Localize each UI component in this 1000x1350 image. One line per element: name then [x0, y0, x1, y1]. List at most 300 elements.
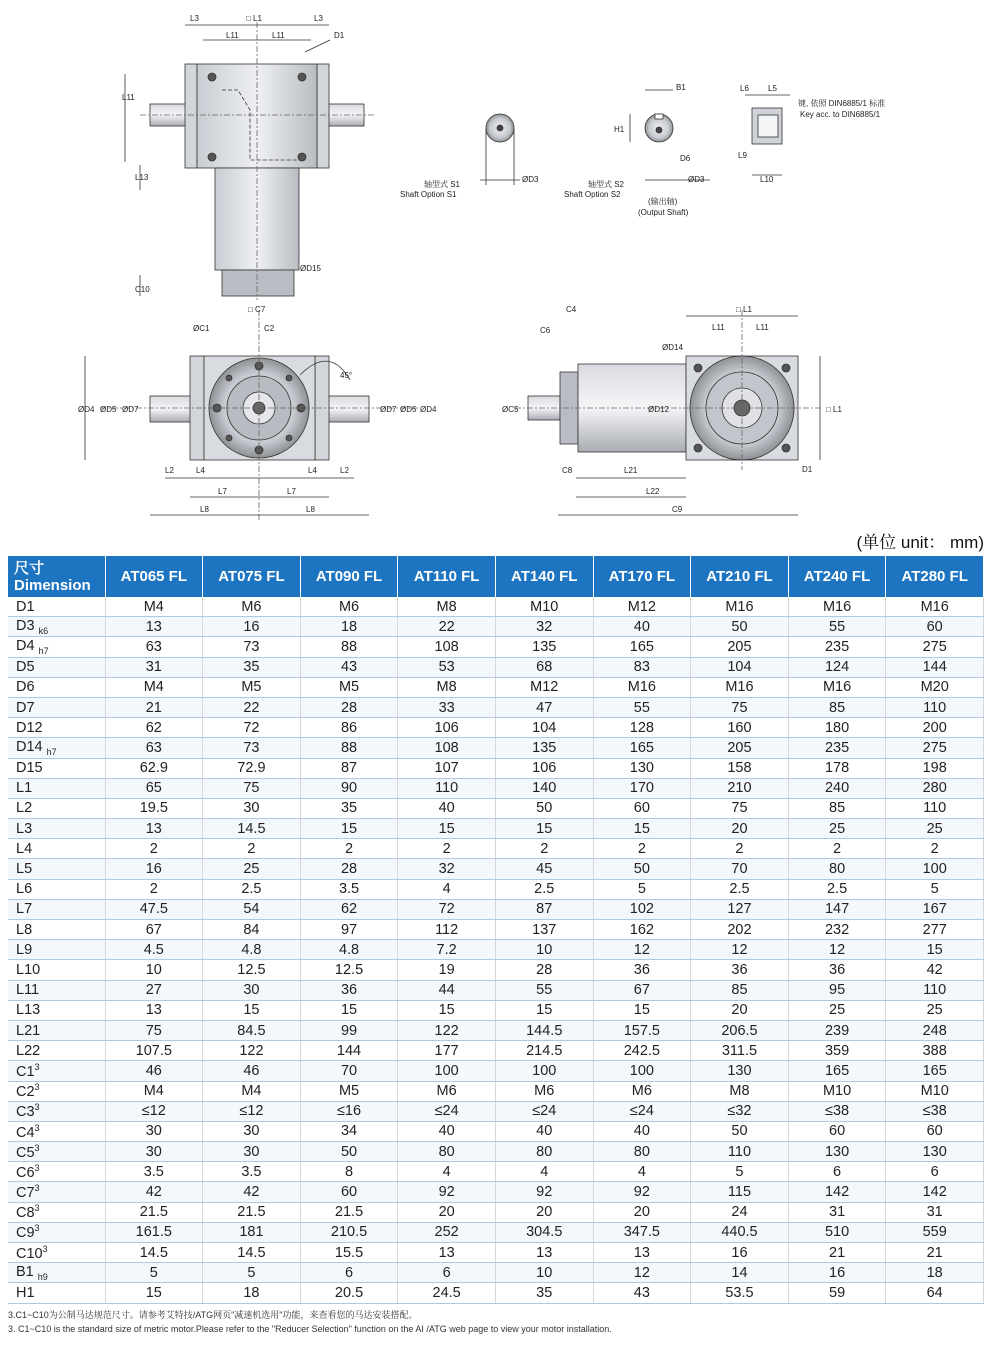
table-cell: 304.5: [495, 1222, 593, 1242]
header-dimension-cn: 尺寸: [14, 559, 45, 577]
table-cell: 110: [886, 798, 984, 818]
table-cell: 50: [593, 859, 691, 879]
table-cell: 104: [691, 657, 789, 677]
table-cell: 13: [105, 1000, 203, 1020]
table-cell: 20: [691, 1000, 789, 1020]
table-cell: M12: [495, 677, 593, 697]
table-cell: 60: [593, 798, 691, 818]
technical-drawings: [0, 0, 1000, 530]
row-label-name: L3: [16, 820, 33, 837]
row-label-note: 3: [34, 1082, 40, 1093]
label-l13: L13: [135, 173, 149, 182]
row-label: [8, 1061, 105, 1081]
table-cell: 13: [495, 1243, 593, 1263]
table-cell: M16: [886, 597, 984, 617]
table-cell: 16: [788, 1263, 886, 1283]
table-cell: 72: [398, 899, 496, 919]
row-label: [8, 657, 105, 677]
row-label-note: 3: [34, 1102, 40, 1113]
label-c5: ØC5: [502, 405, 519, 414]
table-cell: 235: [788, 738, 886, 758]
table-cell: 275: [886, 738, 984, 758]
table-cell: 20: [593, 1202, 691, 1222]
table-cell: 100: [886, 859, 984, 879]
row-label-name: L4: [16, 840, 33, 857]
table-cell: 36: [300, 980, 398, 1000]
table-cell: 15: [105, 1283, 203, 1303]
label-d3-s1: ØD3: [522, 175, 539, 184]
table-cell: 140: [495, 778, 593, 798]
table-cell: 35: [300, 798, 398, 818]
table-cell: 15: [495, 819, 593, 839]
table-cell: 10: [495, 940, 593, 960]
table-cell: 5: [593, 879, 691, 899]
table-cell: 107: [398, 758, 496, 778]
table-cell: M5: [203, 677, 301, 697]
table-cell: 31: [886, 1202, 984, 1222]
table-cell: 277: [886, 920, 984, 940]
table-cell: 22: [398, 617, 496, 637]
label-l4-right: L4: [308, 466, 317, 475]
table-cell: M4: [203, 1081, 301, 1101]
table-cell: 6: [886, 1162, 984, 1182]
row-label: [8, 899, 105, 919]
label-l11-vert: L11: [122, 93, 135, 102]
row-label: [8, 1243, 105, 1263]
row-label: [8, 859, 105, 879]
table-cell: M6: [495, 1081, 593, 1101]
table-cell: 160: [691, 718, 789, 738]
table-cell: 165: [593, 738, 691, 758]
table-cell: 559: [886, 1222, 984, 1242]
table-cell: 144.5: [495, 1020, 593, 1040]
table-cell: 127: [691, 899, 789, 919]
table-row: [8, 778, 984, 798]
label-d6: D6: [680, 154, 691, 163]
table-row: [8, 920, 984, 940]
front-view: [85, 310, 420, 520]
label-l3-right: L3: [314, 14, 323, 23]
table-cell: 12: [593, 940, 691, 960]
row-label: [8, 1020, 105, 1040]
table-cell: 30: [203, 798, 301, 818]
table-cell: 14.5: [105, 1243, 203, 1263]
label-l4-left: L4: [196, 466, 205, 475]
table-cell: 86: [300, 718, 398, 738]
row-label: [8, 819, 105, 839]
table-cell: 202: [691, 920, 789, 940]
table-cell: 135: [495, 738, 593, 758]
label-angle: 45°: [340, 371, 353, 380]
table-cell: 110: [886, 697, 984, 717]
table-cell: ≤38: [788, 1101, 886, 1121]
label-c9: C9: [672, 505, 683, 514]
table-cell: 124: [788, 657, 886, 677]
table-cell: 347.5: [593, 1222, 691, 1242]
table-cell: ≤24: [495, 1101, 593, 1121]
table-cell: 110: [398, 778, 496, 798]
row-label-tolerance: h7: [38, 645, 49, 656]
row-label: [8, 597, 105, 617]
table-cell: 16: [203, 617, 301, 637]
row-label-tolerance: h9: [37, 1271, 48, 1282]
table-cell: 62: [300, 899, 398, 919]
row-label: [8, 1081, 105, 1101]
row-label-name: C4: [16, 1124, 35, 1141]
table-cell: 36: [691, 960, 789, 980]
label-s2-cn: 轴型式 S2: [588, 180, 625, 189]
table-cell: 4.5: [105, 940, 203, 960]
footnote-cn: 3.C1~C10为公制马达规范尺寸。请参考艾特技/ATG网页"减速机选用"功能，来查看您的马达安装搭配。: [8, 1310, 418, 1320]
table-cell: 80: [788, 859, 886, 879]
table-cell: 53: [398, 657, 496, 677]
table-cell: 15.5: [300, 1243, 398, 1263]
table-cell: 15: [300, 819, 398, 839]
table-cell: 27: [105, 980, 203, 1000]
table-cell: 70: [691, 859, 789, 879]
row-label-note: 3: [34, 1223, 40, 1234]
label-s2-en: Shaft Option S2: [564, 190, 621, 199]
table-cell: 162: [593, 920, 691, 940]
table-cell: 106: [495, 758, 593, 778]
label-l5: L5: [768, 84, 777, 93]
table-row: [8, 1020, 984, 1040]
table-row: [8, 899, 984, 919]
table-cell: 40: [398, 1121, 496, 1141]
table-cell: 359: [788, 1041, 886, 1061]
table-cell: M6: [300, 597, 398, 617]
table-body: [8, 597, 984, 1303]
table-cell: 252: [398, 1222, 496, 1242]
table-row: [8, 980, 984, 1000]
label-d14: ØD14: [662, 343, 683, 352]
table-cell: 30: [203, 1121, 301, 1141]
table-cell: 21: [788, 1243, 886, 1263]
table-row: [8, 819, 984, 839]
label-l6: L6: [740, 84, 749, 93]
table-cell: 7.2: [398, 940, 496, 960]
row-label-name: C1: [16, 1063, 35, 1080]
table-row: [8, 758, 984, 778]
label-d4-right: ØD4: [420, 405, 437, 414]
row-label: [8, 1202, 105, 1222]
table-cell: 248: [886, 1020, 984, 1040]
table-cell: 2.5: [788, 879, 886, 899]
table-cell: 108: [398, 738, 496, 758]
label-l11-right: L11: [272, 31, 285, 40]
label-s1-cn: 轴型式 S1: [424, 180, 461, 189]
table-cell: 142: [886, 1182, 984, 1202]
table-row: [8, 1162, 984, 1182]
label-l11-left: L11: [226, 31, 239, 40]
table-cell: 85: [788, 798, 886, 818]
table-row: [8, 1202, 984, 1222]
table-cell: 6: [398, 1263, 496, 1283]
table-cell: M5: [300, 1081, 398, 1101]
table-cell: 3.5: [203, 1162, 301, 1182]
table-cell: 4: [593, 1162, 691, 1182]
table-cell: 240: [788, 778, 886, 798]
label-l11-side-left: L11: [712, 323, 725, 332]
header-model: AT075 FL: [203, 556, 301, 597]
row-label: [8, 1263, 105, 1283]
table-row: [8, 677, 984, 697]
row-label: [8, 1041, 105, 1061]
table-cell: ≤16: [300, 1101, 398, 1121]
row-label: [8, 677, 105, 697]
label-l7-right: L7: [287, 487, 296, 496]
row-label-name: L10: [16, 961, 41, 978]
table-cell: 72: [203, 718, 301, 738]
unit-label: (单位 unit： mm): [856, 533, 984, 552]
table-cell: 62.9: [105, 758, 203, 778]
table-cell: 22: [203, 697, 301, 717]
table-cell: M12: [593, 597, 691, 617]
table-cell: 32: [495, 617, 593, 637]
row-label: [8, 778, 105, 798]
table-cell: 42: [105, 1182, 203, 1202]
table-cell: 19.5: [105, 798, 203, 818]
table-cell: 24.5: [398, 1283, 496, 1303]
label-out-cn: (输出轴): [648, 197, 678, 206]
table-row: [8, 1121, 984, 1141]
table-row: [8, 1041, 984, 1061]
table-cell: 68: [495, 657, 593, 677]
table-cell: 5: [203, 1263, 301, 1283]
table-cell: M6: [398, 1081, 496, 1101]
table-cell: 19: [398, 960, 496, 980]
table-cell: 142: [788, 1182, 886, 1202]
table-row: [8, 738, 984, 758]
label-c6: C6: [540, 326, 551, 335]
table-cell: 232: [788, 920, 886, 940]
table-cell: 14.5: [203, 819, 301, 839]
table-cell: 36: [593, 960, 691, 980]
table-cell: 440.5: [691, 1222, 789, 1242]
row-label-name: C9: [16, 1225, 35, 1242]
table-cell: 158: [691, 758, 789, 778]
label-c8: C8: [562, 466, 573, 475]
table-cell: 80: [593, 1142, 691, 1162]
table-cell: 64: [886, 1283, 984, 1303]
row-label: [8, 1121, 105, 1141]
table-cell: 92: [593, 1182, 691, 1202]
table-row: [8, 1283, 984, 1303]
table-cell: 210: [691, 778, 789, 798]
table-cell: 130: [886, 1142, 984, 1162]
table-cell: 4: [398, 879, 496, 899]
label-l21: L21: [624, 466, 638, 475]
table-cell: 32: [398, 859, 496, 879]
table-cell: 235: [788, 637, 886, 657]
table-cell: 2: [495, 839, 593, 859]
label-l1-side: □ L1: [736, 305, 752, 314]
table-cell: 75: [691, 798, 789, 818]
table-cell: 70: [300, 1061, 398, 1081]
table-cell: 30: [105, 1142, 203, 1162]
label-d4-left: ØD4: [78, 405, 95, 414]
table-cell: 2: [300, 839, 398, 859]
table-cell: 44: [398, 980, 496, 1000]
table-cell: 14.5: [203, 1243, 301, 1263]
table-cell: ≤12: [203, 1101, 301, 1121]
table-cell: 95: [788, 980, 886, 1000]
table-cell: 36: [788, 960, 886, 980]
table-cell: 60: [300, 1182, 398, 1202]
label-c7: □ C7: [248, 305, 266, 314]
table-cell: 12: [593, 1263, 691, 1283]
table-cell: 112: [398, 920, 496, 940]
table-cell: 24: [691, 1202, 789, 1222]
label-l8-left: L8: [200, 505, 209, 514]
table-row: [8, 1081, 984, 1101]
row-label: [8, 718, 105, 738]
table-cell: 18: [886, 1263, 984, 1283]
label-d12: ØD12: [648, 405, 669, 414]
table-row: [8, 960, 984, 980]
row-label: [8, 1222, 105, 1242]
table-cell: 97: [300, 920, 398, 940]
table-cell: 25: [788, 819, 886, 839]
table-cell: M16: [691, 597, 789, 617]
table-cell: 181: [203, 1222, 301, 1242]
row-label-name: D3: [16, 617, 35, 634]
header-model: AT110 FL: [398, 556, 496, 597]
label-key-en: Key acc. to DIN6885/1: [800, 110, 881, 119]
row-label-name: B1: [16, 1263, 34, 1280]
table-cell: 47.5: [105, 899, 203, 919]
table-row: [8, 839, 984, 859]
table-cell: 178: [788, 758, 886, 778]
table-cell: 50: [495, 798, 593, 818]
row-label-name: L1: [16, 780, 33, 797]
table-cell: M8: [398, 597, 496, 617]
table-cell: M8: [691, 1081, 789, 1101]
table-cell: 2: [398, 839, 496, 859]
top-view: [125, 22, 375, 300]
table-cell: 31: [788, 1202, 886, 1222]
table-cell: 53.5: [691, 1283, 789, 1303]
label-l11-side-right: L11: [756, 323, 769, 332]
table-cell: 6: [788, 1162, 886, 1182]
label-d7-left: ØD7: [122, 405, 139, 414]
table-cell: 80: [398, 1142, 496, 1162]
table-cell: 147: [788, 899, 886, 919]
table-cell: 88: [300, 637, 398, 657]
row-label-name: D5: [16, 659, 35, 676]
footnotes: [8, 1308, 612, 1336]
table-cell: 4.8: [203, 940, 301, 960]
row-label-name: C7: [16, 1184, 35, 1201]
row-label-name: D7: [16, 699, 35, 716]
table-row: [8, 718, 984, 738]
table-cell: 28: [300, 697, 398, 717]
table-cell: 84: [203, 920, 301, 940]
table-cell: M16: [788, 597, 886, 617]
table-cell: 100: [398, 1061, 496, 1081]
table-cell: 275: [886, 637, 984, 657]
table-cell: 16: [691, 1243, 789, 1263]
row-label: [8, 980, 105, 1000]
table-cell: 63: [105, 637, 203, 657]
table-header-row: [8, 556, 984, 597]
table-cell: 50: [300, 1142, 398, 1162]
label-l10: L10: [760, 175, 774, 184]
label-d5-left: ØD5: [100, 405, 117, 414]
table-cell: 60: [788, 1121, 886, 1141]
table-cell: 137: [495, 920, 593, 940]
table-cell: 10: [105, 960, 203, 980]
table-cell: 21.5: [105, 1202, 203, 1222]
table-cell: 12: [788, 940, 886, 960]
row-label: [8, 798, 105, 818]
label-l2-right: L2: [340, 466, 349, 475]
table-cell: 10: [495, 1263, 593, 1283]
row-label: [8, 617, 105, 637]
table-cell: 510: [788, 1222, 886, 1242]
table-cell: ≤24: [593, 1101, 691, 1121]
label-l1-side-vert: □ L1: [826, 405, 842, 414]
row-label-name: D6: [16, 679, 35, 696]
label-c1: ØC1: [193, 324, 210, 333]
table-cell: 50: [691, 1121, 789, 1141]
table-cell: 15: [398, 819, 496, 839]
row-label-name: L8: [16, 921, 33, 938]
table-cell: 13: [593, 1243, 691, 1263]
table-cell: 167: [886, 899, 984, 919]
table-cell: 2: [691, 839, 789, 859]
table-cell: 18: [203, 1283, 301, 1303]
label-s1-en: Shaft Option S1: [400, 190, 457, 199]
dimension-table: [8, 556, 984, 1304]
table-cell: 165: [788, 1061, 886, 1081]
table-cell: 2.5: [691, 879, 789, 899]
table-cell: 60: [886, 617, 984, 637]
table-cell: 85: [788, 697, 886, 717]
row-label: [8, 940, 105, 960]
table-cell: 2: [105, 839, 203, 859]
table-cell: 12.5: [203, 960, 301, 980]
footnote-en: 3. C1~C10 is the standard size of metric motor.Please refer to the "Reducer Selection" function on the AI /ATG web page to view your motor installation.: [8, 1324, 612, 1334]
table-row: [8, 798, 984, 818]
table-cell: 59: [788, 1283, 886, 1303]
row-label-name: D1: [16, 598, 35, 615]
row-label-name: L5: [16, 861, 33, 878]
row-label-name: C3: [16, 1104, 35, 1121]
table-cell: 15: [886, 940, 984, 960]
table-cell: 2: [105, 879, 203, 899]
table-cell: 21: [105, 697, 203, 717]
table-cell: 13: [105, 617, 203, 637]
table-cell: 122: [398, 1020, 496, 1040]
table-cell: 161.5: [105, 1222, 203, 1242]
row-label-tolerance: k6: [38, 625, 49, 636]
table-cell: 30: [203, 1142, 301, 1162]
table-cell: 2: [788, 839, 886, 859]
table-cell: 205: [691, 738, 789, 758]
table-row: [8, 697, 984, 717]
table-cell: 87: [495, 899, 593, 919]
row-label-name: D12: [16, 719, 43, 736]
table-cell: 20: [691, 819, 789, 839]
shaft-option-s2: [630, 90, 710, 180]
table-cell: 55: [495, 980, 593, 1000]
row-label: [8, 879, 105, 899]
row-label-tolerance: h7: [46, 746, 57, 757]
row-label: [8, 1101, 105, 1121]
label-key-cn: 键, 依照 DIN6885/1 标准: [798, 99, 886, 108]
table-cell: 4: [495, 1162, 593, 1182]
